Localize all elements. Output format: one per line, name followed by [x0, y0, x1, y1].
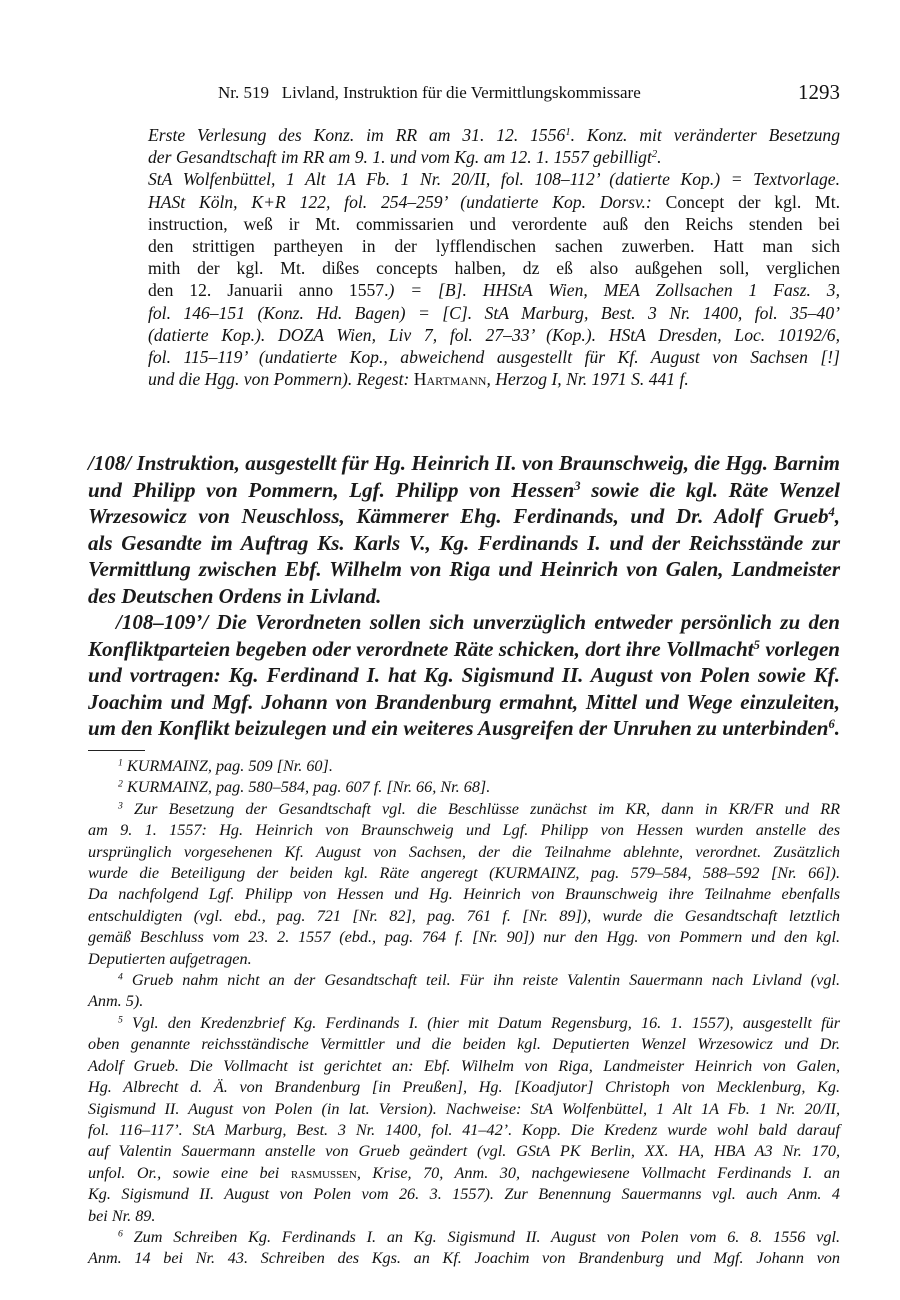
text-line: [148, 146, 840, 168]
text-line: [88, 715, 840, 742]
text-span: Vermittlung zwischen Ebf. Wilhelm von Riga und Heinrich von Galen, Landmeister: [88, 557, 840, 581]
text-span: Kg. Sigismund II. August von Polen vom 26. 3. 1557). Zur Benennung Sauermanns vgl. auch Anm. 4: [88, 1185, 840, 1204]
text-line: [88, 927, 840, 948]
footnotes-paragraph: [88, 1227, 840, 1270]
text-line: [88, 991, 840, 1012]
main-text-regest: [88, 450, 840, 742]
text-line: [88, 949, 840, 970]
text-line: [88, 1013, 840, 1034]
text-span: Concept der kgl. Mt.: [665, 191, 840, 212]
headnote-paragraph: [148, 168, 840, 390]
text-line: [88, 556, 840, 583]
text-line: [88, 530, 840, 557]
text-span: StA Wolfenbüttel, 1 Alt 1A Fb. 1 Nr. 20/II, fol. 108–112’ (datierte Kop.) = Textvorlage.: [148, 169, 840, 190]
text-span: (datierte Kop.). DOZA Wien, Liv 7, fol. 27–33’ (Kop.). HStA Dresden, Loc. 10192/6,: [148, 324, 840, 345]
text-line: [88, 477, 840, 504]
footnote-marker: 4: [118, 971, 123, 983]
footnote-marker: 4: [828, 505, 835, 520]
text-span: Anm. 5).: [88, 992, 144, 1011]
main-text-paragraph: [88, 450, 840, 609]
text-line: [88, 820, 840, 841]
headnote-sources: [148, 124, 840, 390]
text-span: fol. 115–119’ (undatierte Kop., abweichend ausgestellt für Kf. August von Sachsen [!]: [148, 347, 840, 368]
text-span: Wrzesowicz von Neuschloss, Kämmerer Ehg. Ferdinands, und Dr. Adolf Grueb: [88, 504, 829, 528]
text-span: /108–109’/ Die Verordneten sollen sich unverzüglich entweder persönlich zu den: [116, 610, 840, 634]
footnote-marker: 3: [118, 800, 123, 812]
footnote-marker: 1: [118, 757, 123, 769]
text-span: Zum Schreiben Kg. Ferdinands I. an Kg. Sigismund II. August von Polen vom 6. 8. 1556 vgl.: [122, 1227, 840, 1246]
text-span: ,: [834, 504, 840, 528]
text-line: [148, 235, 840, 257]
text-line: [88, 1184, 840, 1205]
footnotes: [88, 756, 840, 1270]
text-line: [88, 1248, 840, 1269]
text-span: KURMAINZ, pag. 509 [Nr. 60].: [122, 757, 333, 775]
footnote-marker: 6: [828, 717, 835, 732]
text-span: , Krise, 70, Anm. 30, nachgewiesene Vollmacht Ferdinands I. an: [356, 1163, 840, 1182]
text-span: Konfliktparteien begeben oder verordnete Räte schicken, dort ihre Vollmacht: [88, 636, 754, 661]
text-span: und Philipp von Pommern, Lgf. Philipp von Hessen: [88, 477, 575, 502]
text-span: Anm. 14 bei Nr. 43. Schreiben des Kgs. an Kf. Joachim von Brandenburg und Mgf. Johann von: [88, 1249, 840, 1268]
footnote-marker: 3: [574, 478, 581, 493]
text-span: /108/ Instruktion, ausgestellt für Hg. Heinrich II. von Braunschweig, die Hgg. Barnim: [88, 451, 840, 475]
text-span: Vgl. den Kredenzbrief Kg. Ferdinands I. (hier mit Datum Regensburg, 16. 1. 1557), ausgestellt für: [122, 1013, 840, 1032]
text-span: Da nachfolgend Lgf. Philipp von Hessen und Hg. Heinrich von Braunschweig ihre Teilnahme ebenfalls: [88, 885, 840, 904]
text-line: [148, 257, 840, 279]
text-span: mith der kgl. Mt. dißes concepts halben, dz eß also außgehen soll, verglichen: [148, 258, 840, 279]
text-line: [88, 756, 840, 777]
text-line: [148, 368, 840, 390]
footnote-marker: 6: [118, 1228, 123, 1240]
text-span: um den Konflikt beizulegen und ein weiteres Ausgreifen der Unruhen zu unterbinden: [88, 716, 829, 740]
text-line: [88, 884, 840, 905]
text-line: [88, 1163, 840, 1184]
text-span: KURMAINZ, pag. 580–584, pag. 607 f. [Nr. 66, Nr. 68].: [122, 778, 491, 797]
footnotes-paragraph: [88, 1013, 840, 1227]
footnotes-paragraph: [88, 756, 840, 777]
footnote-marker: 5: [753, 637, 760, 652]
footnote-marker: 1: [565, 127, 571, 139]
text-span: Sigismund II. August von Polen (in lat. Version). Nachweise: StA Wolfenbüttel, 1 Alt 1A Fb. 1 Nr. 20/II,: [88, 1099, 840, 1118]
text-span: ursprünglich vorgesehenen Kf. August von Sachsen, der die Teilnahme ablehnte, verordnet. Zusätzlich: [88, 842, 840, 861]
text-span: . Konz. mit veränderter Besetzung: [570, 125, 840, 145]
text-span: Adolf Grueb. Die Vollmacht ist gerichtet an: Ebf. Wilhelm von Riga, Landmeister Heinrich von Galen,: [88, 1056, 840, 1075]
text-line: [88, 1120, 840, 1141]
text-line: [88, 1227, 840, 1248]
text-span: Deputierten aufgetragen.: [88, 949, 252, 968]
text-span: der Gesandtschaft im RR am 9. 1. und vom Kg. am 12. 1. 1557 gebilligt: [148, 147, 652, 168]
text-span: vorlegen: [759, 636, 840, 661]
text-span: Hg. Albrecht d. Ä. von Brandenburg [in Preußen], Hg. [Koadjutor] Christoph von Mecklenburg, Kg.: [88, 1078, 840, 1097]
text-span: Joachim und Mgf. Johann von Brandenburg ermahnt, Mittel und Wege einzuleiten,: [88, 689, 840, 714]
text-line: [88, 777, 840, 798]
text-line: [88, 1034, 840, 1055]
text-line: [88, 583, 840, 610]
text-span: entschuldigten (vgl. ebd., pag. 721 [Nr. 82], pag. 761 f. [Nr. 89]), wurde die Gesandtschaft letztlich: [88, 906, 840, 925]
text-line: [148, 279, 840, 301]
text-line: [88, 1141, 840, 1162]
text-span: , Herzog I, Nr. 1971 S. 441 f.: [486, 369, 689, 390]
headnote-paragraph: [148, 124, 840, 168]
text-line: [148, 191, 840, 213]
text-line: [88, 863, 840, 884]
text-line: [148, 124, 840, 146]
text-line: [88, 799, 840, 820]
footnote-marker: 2: [118, 779, 123, 791]
footnotes-paragraph: [88, 970, 840, 1013]
text-span: den 12. Januarii anno 1557.: [148, 280, 389, 301]
text-line: [148, 324, 840, 346]
text-span: am 9. 1. 1557: Hg. Heinrich von Braunschweig und Lgf. Philipp von Hessen wurden anstelle des: [88, 821, 840, 840]
text-span: und vortragen: Kg. Ferdinand I. hat Kg. Sigismund II. August von Polen sowie Kf.: [88, 663, 840, 687]
text-line: [88, 906, 840, 927]
text-line: [88, 450, 840, 477]
text-span: rasmussen: [290, 1163, 357, 1182]
text-span: fol. 146–151 (Konz. Hd. Bagen) = [C]. StA Marburg, Best. 3 Nr. 1400, fol. 35–40’: [148, 302, 840, 323]
footnote-marker: 2: [651, 149, 658, 161]
text-span: auf Valentin Sauermann anstelle von Grueb geändert (vgl. GStA PK Berlin, XX. HA, HBA A3 Nr. 170,: [88, 1142, 840, 1161]
text-span: oben genannte reichsständische Vermittler und die beiden kgl. Deputierten Wenzel Wrzesowicz und Dr.: [88, 1035, 840, 1054]
text-line: [88, 689, 840, 716]
text-span: den strittigen partheyen in der lyfflendischen sachen zuwerben. Hatt man sich: [148, 236, 840, 257]
text-span: HASt Köln, K+R 122, fol. 254–259’ (undatierte Kop. Dorsv.:: [148, 191, 666, 212]
text-span: instruction, weß ir Mt. commissarien und verordente auß den Reichs stenden bei: [148, 213, 840, 234]
running-header-title: Nr. 519 Livland, Instruktion für die Vermittlungskommissare: [218, 83, 641, 102]
text-span: bei Nr. 89.: [88, 1206, 156, 1225]
text-line: [88, 662, 840, 689]
running-header: [0, 80, 900, 106]
text-line: [88, 842, 840, 863]
footnote-marker: 5: [118, 1014, 123, 1026]
text-span: Erste Verlesung des Konz. im RR am 31. 12. 1556: [148, 125, 566, 145]
text-line: [88, 1056, 840, 1077]
text-span: sowie die kgl. Räte Wenzel: [580, 477, 840, 502]
text-span: Zur Besetzung der Gesandtschaft vgl. die Beschlüsse zunächst im KR, dann in KR/FR und RR: [122, 799, 840, 818]
text-span: des Deutschen Ordens in Livland.: [88, 583, 382, 608]
text-span: wurde die Beteiligung der beiden kgl. Räte angeregt (KURMAINZ, pag. 579–584, 588–592 [Nr. 66]).: [88, 864, 840, 883]
page-number: 1293: [798, 80, 840, 104]
text-span: Hartmann: [413, 369, 487, 390]
footnotes-paragraph: [88, 799, 840, 970]
text-span: ) = [B]. HHStA Wien, MEA Zollsachen 1 Fasz. 3,: [388, 280, 840, 301]
text-line: [88, 1099, 840, 1120]
footnotes-paragraph: [88, 777, 840, 798]
text-line: [148, 213, 840, 235]
text-span: Grueb nahm nicht an der Gesandtschaft teil. Für ihn reiste Valentin Sauermann nach Livland (vgl.: [122, 971, 840, 990]
text-span: .: [834, 716, 840, 740]
text-span: .: [657, 147, 662, 168]
text-line: [88, 609, 840, 636]
text-line: [88, 1206, 840, 1227]
footnote-divider: [88, 750, 145, 751]
text-span: und die Hgg. von Pommern). Regest:: [148, 369, 414, 390]
text-line: [88, 503, 840, 530]
text-span: fol. 116–117’. StA Marburg, Best. 3 Nr. 1400, fol. 41–42’. Kopp. Die Kredenz wurde wohl bald darauf: [88, 1120, 840, 1139]
text-span: als Gesandte im Auftrag Ks. Karls V., Kg. Ferdinands I. und der Reichsstände zur: [88, 530, 840, 555]
text-span: gemäß Beschluss vom 23. 2. 1557 (ebd., pag. 764 f. [Nr. 90]) nur den Hgg. von Pommern und den kgl.: [88, 928, 840, 947]
text-line: [148, 168, 840, 190]
text-line: [148, 302, 840, 324]
text-line: [88, 636, 840, 663]
text-line: [88, 1077, 840, 1098]
text-line: [148, 346, 840, 368]
text-span: unfol. Or., sowie eine bei: [88, 1163, 291, 1182]
text-line: [88, 970, 840, 991]
main-text-paragraph: [88, 609, 840, 742]
